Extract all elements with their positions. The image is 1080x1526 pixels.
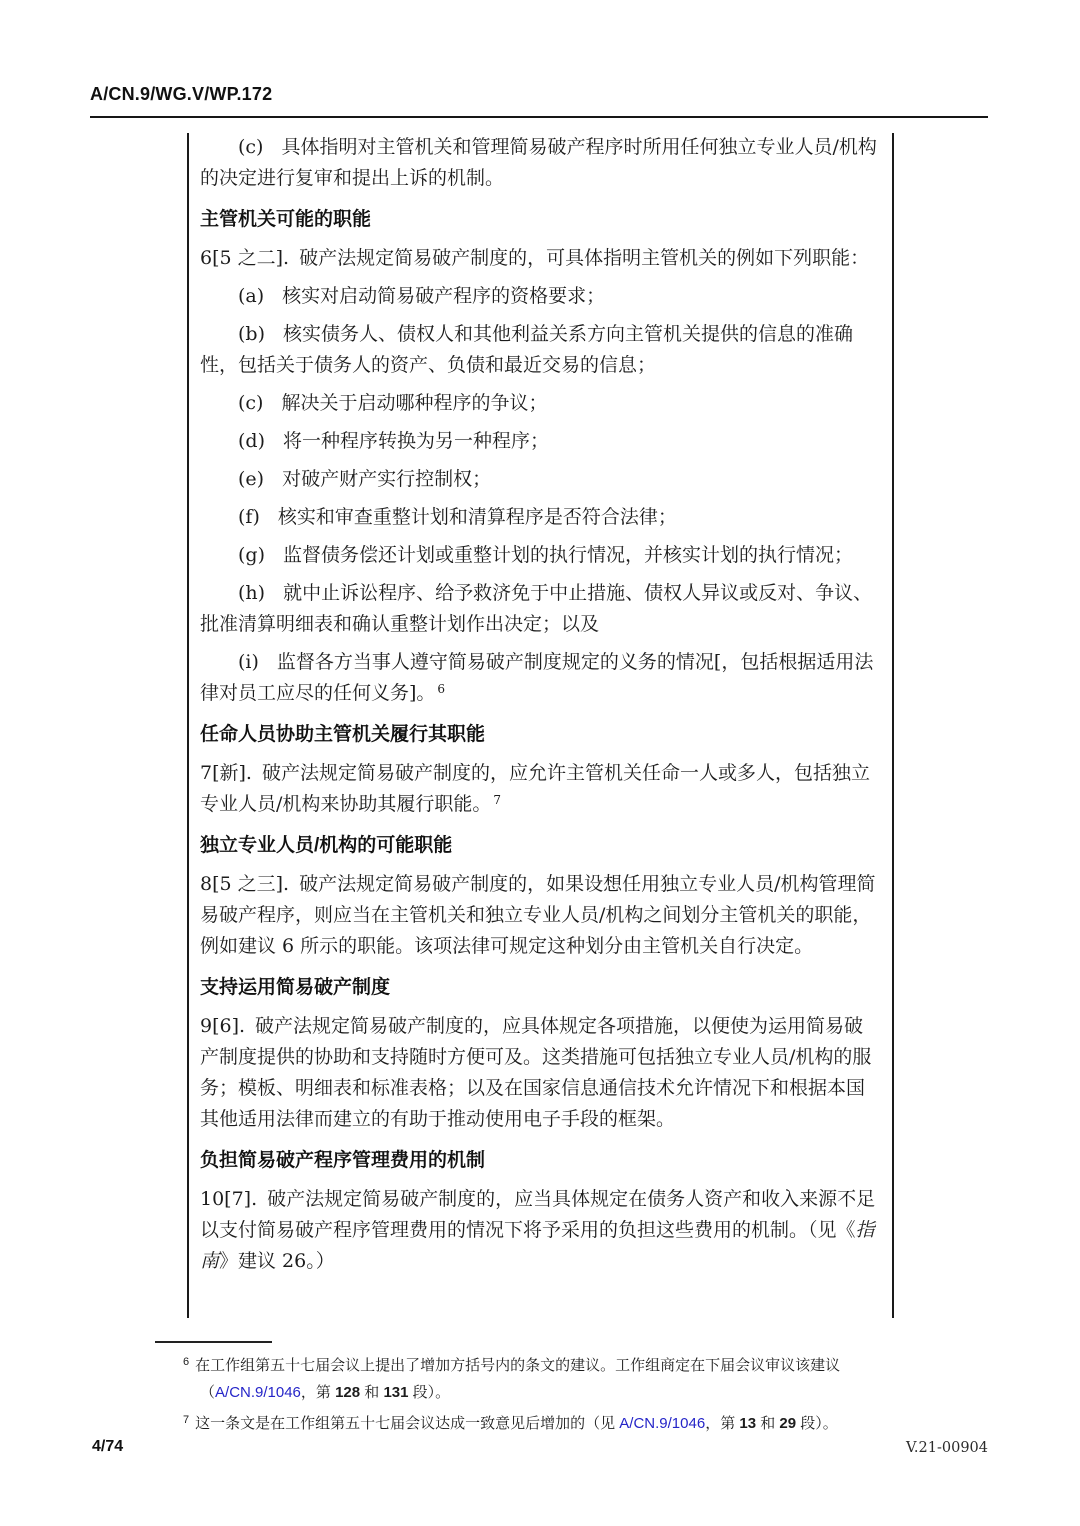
item-text: 就中止诉讼程序、给予救济免于中止措施、债权人异议或反对、争议、批准清算明细表和确认重整计划作出决定；以及 xyxy=(200,582,873,635)
paragraph-ref: 128 xyxy=(335,1384,361,1401)
item-label: (f) xyxy=(238,506,260,528)
item-label: (a) xyxy=(238,285,265,307)
item-text: 对破产财产实行控制权； xyxy=(282,468,492,490)
item-text: 将一种程序转换为另一种程序； xyxy=(283,430,550,452)
footnote-marker: 7 xyxy=(183,1414,190,1426)
page-number: 4/74 xyxy=(92,1438,124,1455)
paragraph-ref: 131 xyxy=(383,1384,409,1401)
section-heading: 负担简易破产程序管理费用的机制 xyxy=(200,1150,486,1171)
paragraph xyxy=(200,869,880,962)
change-bar-right xyxy=(892,133,894,1318)
section-heading: 主管机关可能的职能 xyxy=(200,209,372,230)
section-heading: 支持运用简易破产制度 xyxy=(200,977,391,998)
footnote-ref-6: 6 xyxy=(437,682,446,696)
list-item xyxy=(200,319,880,381)
item-label: (g) xyxy=(238,544,265,566)
footnote xyxy=(170,1352,950,1406)
item-text: 监督各方当事人遵守简易破产制度规定的义务的情况[，包括根据适用法律对员工应尽的任何义务]。 xyxy=(200,651,874,704)
list-item xyxy=(200,388,880,419)
change-bar-left xyxy=(187,133,189,1318)
paragraph-text: 破产法规定简易破产制度的，应允许主管机关任命一人或多人，包括独立专业人员/机构来协助其履行职能。 xyxy=(200,762,870,815)
paragraph-ref: 13 xyxy=(739,1415,757,1432)
document-symbol: A/CN.9/WG.V/WP.172 xyxy=(90,84,273,104)
paragraph xyxy=(200,1011,880,1135)
paragraph xyxy=(200,758,880,820)
paragraph-number: 9[6]. xyxy=(200,1015,246,1037)
paragraph-text: 破产法规定简易破产制度的，如果设想任用独立专业人员/机构管理简易破产程序，则应当在主管机关和独立专业人员/机构之间划分主管机关的职能，例如建议 6 所示的职能。该项法律可规定这种划分由主管机关自行决定。 xyxy=(200,873,876,957)
footnote-separator xyxy=(155,1341,272,1343)
paragraph-number: 10[7]. xyxy=(200,1188,258,1210)
footnote-marker: 6 xyxy=(183,1356,190,1368)
footnote-ref-7: 7 xyxy=(493,793,502,807)
footnote-text: ，第 xyxy=(300,1384,336,1401)
list-item xyxy=(200,281,880,312)
footnote-text: 段）。 xyxy=(408,1384,451,1401)
paragraph-number: 8[5 之三]. xyxy=(200,873,290,895)
item-label: (c) xyxy=(238,136,264,158)
footnotes xyxy=(170,1352,950,1441)
paragraph-number: 7[新]. xyxy=(200,762,252,784)
item-text: 核实债务人、债权人和其他利益关系方向主管机关提供的信息的准确性，包括关于债务人的资产、负债和最近交易的信息； xyxy=(200,323,854,376)
paragraph-text: 》建议 26。） xyxy=(219,1250,335,1272)
paragraph-text: 破产法规定简易破产制度的，应具体规定各项措施，以便使为运用简易破产制度提供的协助和支持随时方便可及。这类措施可包括独立专业人员/机构的服务；模板、明细表和标准表格；以及在国家信息通信技术允许情况下和根据本国其他适用法律而建立的有助于推动使用电子手段的框架。 xyxy=(200,1015,872,1130)
section-heading: 独立专业人员/机构的可能职能 xyxy=(200,835,453,856)
document-link[interactable]: A/CN.9/1046 xyxy=(619,1415,706,1432)
item-text: 核实对启动简易破产程序的资格要求； xyxy=(282,285,606,307)
item-label: (e) xyxy=(238,468,265,490)
section-heading: 任命人员协助主管机关履行其职能 xyxy=(200,724,486,745)
paragraph xyxy=(200,243,880,274)
paragraph-text: 破产法规定简易破产制度的，可具体指明主管机关的例如下列职能： xyxy=(299,247,870,269)
paragraph-text: 破产法规定简易破产制度的，应当具体规定在债务人资产和收入来源不足以支付简易破产程序管理费用的情况下将予采用的负担这些费用的机制。（见《 xyxy=(200,1188,876,1241)
header-rule xyxy=(90,116,988,118)
footnote-text: 这一条文是在工作组第五十七届会议达成一致意见后增加的（见 xyxy=(195,1415,620,1432)
footnote-text: 段）。 xyxy=(796,1415,838,1432)
list-item xyxy=(200,464,880,495)
item-text: 解决关于启动哪种程序的争议； xyxy=(281,392,548,414)
footnote-text: 在工作组第五十七届会议上提出了增加方括号内的条文的建议。工作组商定在下届会议审议该建议（ xyxy=(195,1357,841,1401)
item-text: 核实和审查重整计划和清算程序是否符合法律； xyxy=(277,506,677,528)
guide-title-italic: 指南 xyxy=(200,1219,875,1272)
paragraph-ref: 29 xyxy=(779,1415,797,1432)
paragraph-number: 6[5 之二]. xyxy=(200,247,290,269)
list-item xyxy=(200,540,880,571)
footnote-text: ，第 xyxy=(705,1415,740,1432)
item-text: 具体指明对主管机关和管理简易破产程序时所用任何独立专业人员/机构的决定进行复审和提出上诉的机制。 xyxy=(200,136,877,189)
list-item xyxy=(200,426,880,457)
list-item xyxy=(200,502,880,533)
item-label: (i) xyxy=(238,651,259,673)
footnote-text: 和 xyxy=(360,1384,384,1401)
item-text: 监督债务偿还计划或重整计划的执行情况，并核实计划的执行情况； xyxy=(283,544,854,566)
item-label: (h) xyxy=(238,582,266,604)
item-label: (c) xyxy=(238,392,264,414)
list-item xyxy=(200,647,880,709)
document-body xyxy=(200,132,880,1284)
footnote xyxy=(170,1410,950,1437)
document-link[interactable]: A/CN.9/1046 xyxy=(215,1384,301,1401)
list-item xyxy=(200,132,880,194)
item-label: (d) xyxy=(238,430,265,452)
list-item xyxy=(200,578,880,640)
item-label: (b) xyxy=(238,323,265,345)
footnote-text: 和 xyxy=(756,1415,780,1432)
paragraph xyxy=(200,1184,880,1277)
document-number: V.21-00904 xyxy=(905,1440,988,1456)
